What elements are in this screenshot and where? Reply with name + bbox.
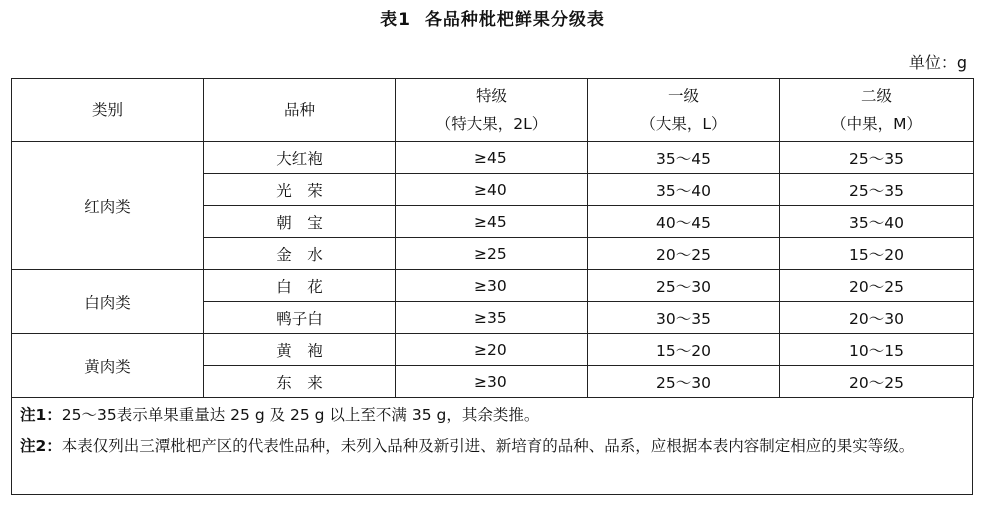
variety-cell: 朝 宝 xyxy=(204,206,396,238)
special-grade-cell: ≥30 xyxy=(396,366,588,398)
special-grade-cell: ≥20 xyxy=(396,334,588,366)
grading-table-container xyxy=(11,78,973,496)
second-grade-cell: 25～35 xyxy=(780,174,974,206)
category-cell: 白肉类 xyxy=(12,270,204,334)
variety-cell: 光 荣 xyxy=(204,174,396,206)
grading-table xyxy=(11,78,974,398)
header-special-grade xyxy=(396,79,588,142)
special-grade-cell: ≥25 xyxy=(396,238,588,270)
note-2-text: 本表仅列出三潭枇杷产区的代表性品种，未列入品种及新引进、新培育的品种、品系，应根据本表内容制定相应的果实等级。 xyxy=(61,437,915,455)
first-grade-cell: 35～40 xyxy=(588,174,780,206)
header-special-line1: 特级 xyxy=(475,87,507,105)
first-grade-cell: 35～45 xyxy=(588,142,780,174)
note-2-label: 注2： xyxy=(20,437,62,455)
table-title-text: 各品种枇杷鲜果分级表 xyxy=(424,10,605,30)
table-number: 表1 xyxy=(380,10,411,30)
variety-cell: 金 水 xyxy=(204,238,396,270)
variety-cell: 黄 袍 xyxy=(204,334,396,366)
note-2 xyxy=(12,431,972,462)
special-grade-cell: ≥30 xyxy=(396,270,588,302)
first-grade-cell: 25～30 xyxy=(588,270,780,302)
table-notes xyxy=(11,398,973,495)
header-variety: 品种 xyxy=(204,79,396,142)
second-grade-cell: 20～30 xyxy=(780,302,974,334)
note-1-text: 25～35表示单果重量达 25 g 及 25 g 以上至不满 35 g，其余类推。 xyxy=(61,406,540,424)
second-grade-cell: 20～25 xyxy=(780,366,974,398)
second-grade-cell: 35～40 xyxy=(780,206,974,238)
table-row xyxy=(12,142,974,174)
first-grade-cell: 25～30 xyxy=(588,366,780,398)
header-special-line2: （特大果，2L） xyxy=(435,115,548,133)
table-title xyxy=(0,5,985,30)
header-second-grade xyxy=(780,79,974,142)
header-first-grade xyxy=(588,79,780,142)
header-category: 类别 xyxy=(12,79,204,142)
variety-cell: 白 花 xyxy=(204,270,396,302)
header-row xyxy=(12,79,974,142)
unit-label: 单位：g xyxy=(908,53,967,72)
header-first-line1: 一级 xyxy=(667,87,699,105)
special-grade-cell: ≥45 xyxy=(396,142,588,174)
category-cell: 黄肉类 xyxy=(12,334,204,398)
table-row xyxy=(12,270,974,302)
second-grade-cell: 25～35 xyxy=(780,142,974,174)
special-grade-cell: ≥35 xyxy=(396,302,588,334)
variety-cell: 大红袍 xyxy=(204,142,396,174)
header-first-line2: （大果，L） xyxy=(640,115,727,133)
header-second-line1: 二级 xyxy=(860,87,892,105)
variety-cell: 鸭子白 xyxy=(204,302,396,334)
header-second-line2: （中果，M） xyxy=(831,115,922,133)
variety-cell: 东 来 xyxy=(204,366,396,398)
first-grade-cell: 40～45 xyxy=(588,206,780,238)
second-grade-cell: 15～20 xyxy=(780,238,974,270)
first-grade-cell: 20～25 xyxy=(588,238,780,270)
table-row xyxy=(12,334,974,366)
second-grade-cell: 10～15 xyxy=(780,334,974,366)
note-1 xyxy=(12,400,972,431)
first-grade-cell: 30～35 xyxy=(588,302,780,334)
special-grade-cell: ≥45 xyxy=(396,206,588,238)
note-1-label: 注1： xyxy=(20,406,62,424)
special-grade-cell: ≥40 xyxy=(396,174,588,206)
second-grade-cell: 20～25 xyxy=(780,270,974,302)
first-grade-cell: 15～20 xyxy=(588,334,780,366)
category-cell: 红肉类 xyxy=(12,142,204,270)
